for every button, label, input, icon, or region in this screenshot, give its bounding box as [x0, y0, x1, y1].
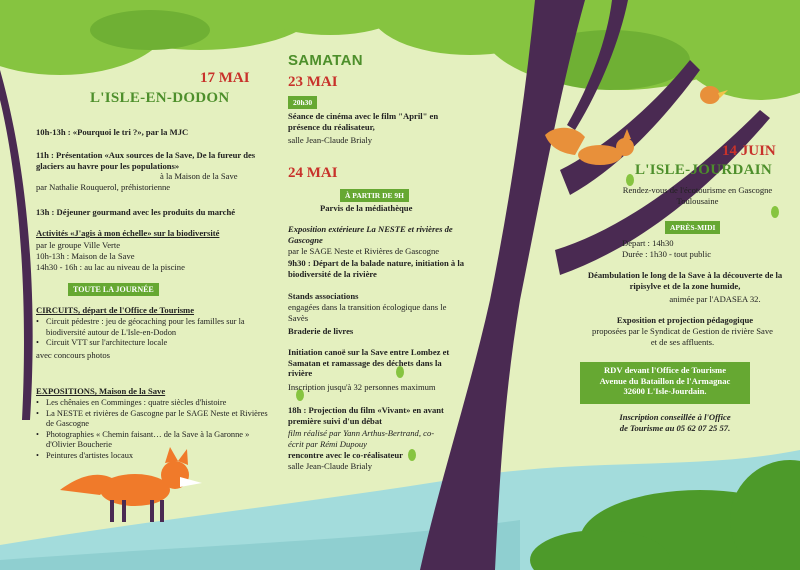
right-date: 14 JUIN [722, 143, 776, 159]
list-item: • Peintures d'artistes locaux [36, 451, 271, 462]
left-event-4-line2: 10h-13h : Maison de la Save [36, 251, 135, 261]
list-item: • Circuit pédestre : jeu de géocaching pour les familles sur la biodiversité autour de L'Isle-en-Dodon [36, 317, 271, 338]
rdv-box [580, 362, 750, 404]
canoe-note: Inscription jusqu'à 32 personnes maximum [288, 382, 436, 392]
inscription: Inscription conseillée à l'Office de Tourisme au 05 62 07 25 57. [619, 412, 731, 433]
rdv-line-3: 32600 L'Isle-Jourdain. [623, 386, 707, 397]
right-expo: Exposition et projection pédagogique [616, 315, 754, 325]
middle-date-1: 23 MAI [288, 74, 338, 90]
right-duree: Durée : 1h30 - tout public [622, 249, 712, 259]
list-item: • Photographies « Chemin faisant… de la Save à la Garonne » d'Olivier Boucherie [36, 430, 271, 451]
left-event-4-line1: par le groupe Ville Verte [36, 240, 121, 250]
right-deambulation: Déambulation le long de la Save à la découverte de la ripisylve et de la zone humide, [587, 270, 783, 291]
right-town: L'ISLE-JOURDAIN [635, 162, 773, 178]
stands-title: Stands associations [288, 291, 359, 301]
left-trunk [0, 70, 33, 420]
balade: 9h30 : Départ de la balade nature, initiation à la biodiversité de la rivière [288, 258, 465, 279]
film-1: Séance de cinéma avec le film "April" en présence du réalisateur, [288, 111, 439, 132]
middle-date-2: 24 MAI [288, 165, 338, 181]
braderie: Braderie de livres [288, 326, 354, 336]
circuits-list [36, 317, 271, 349]
rdv-line-1: RDV devant l'Office de Tourisme [603, 365, 727, 375]
expo-outdoor-rest: par le SAGE Neste et Rivières de Gascogne [288, 246, 440, 256]
canoe: Initiation canoë sur la Save entre Lombez et Samatan et ramassage des déchets dans la rivière [288, 347, 450, 379]
right-expo-rest: proposées par le Syndicat de Gestion de rivière Save et de ses affluents. [592, 326, 773, 347]
left-event-3: 13h : Déjeuner gourmand avec les produits du marché [36, 207, 236, 217]
circuits-tail: avec concours photos [36, 350, 110, 360]
left-event-2-place: à la Maison de la Save [160, 171, 238, 181]
left-event-2-speaker: par Nathalie Rouquerol, préhistorienne [36, 182, 171, 192]
badge-all-day: TOUTE LA JOURNÉE [68, 283, 159, 296]
left-event-1: 10h-13h : «Pourquoi le tri ?», par la MJC [36, 127, 189, 137]
film-2-meet: rencontre avec le co-réalisateur [288, 450, 403, 460]
middle-town: SAMATAN [288, 52, 363, 69]
left-event-4-title: Activités «J'agis à mon échelle» sur la biodiversité [36, 228, 220, 238]
right-rdv: Rendez-vous de l'écotourisme en Gascogne Toulousaine [622, 185, 773, 206]
film-2-credit: film réalisé par Yann Arthus-Bertrand, co-écrit par Rémi Dupouy [288, 428, 435, 449]
list-item: • La NESTE et rivières de Gascogne par le SAGE Neste et Rivières de Gascogne [36, 409, 271, 430]
badge-2030: 20h30 [288, 96, 317, 109]
left-event-4-line3: 14h30 - 16h : au lac au niveau de la piscine [36, 262, 185, 272]
film-2-place: salle Jean-Claude Brialy [288, 461, 372, 471]
parvis: Parvis de la médiathèque [320, 203, 413, 213]
right-deambulation-by: animée par l'ADASEA 32. [669, 294, 761, 304]
badge-afternoon: APRÈS-MIDI [665, 221, 720, 234]
stands-rest: engagées dans la transition écologique dans le Savès [288, 302, 447, 323]
circuits-title: CIRCUITS, départ de l'Office de Tourisme [36, 305, 195, 315]
right-depart: Départ : 14h30 [622, 238, 674, 248]
film-2: 18h : Projection du film «Vivant» en avant première suivi d'un débat [288, 405, 444, 426]
expo-outdoor-title: Exposition extérieure La NESTE et rivières de Gascogne [288, 224, 453, 245]
left-event-2-title: 11h : Présentation «Aux sources de la Save, De la fureur des glaciers au havre pour les populations» [36, 150, 256, 171]
rdv-line-2: Avenue du Bataillon de l'Armagnac [599, 375, 731, 386]
film-1-place: salle Jean-Claude Brialy [288, 135, 372, 145]
left-town: L'ISLE-EN-DODON [90, 90, 230, 106]
expos-title: EXPOSITIONS, Maison de la Save [36, 386, 166, 396]
left-date: 17 MAI [200, 70, 250, 86]
list-item: • Circuit VTT sur l'architecture locale [36, 338, 271, 349]
list-item: • Les chênaies en Comminges : quatre siècles d'histoire [36, 398, 271, 409]
expos-list [36, 398, 271, 461]
badge-from-9h: À PARTIR DE 9H [340, 189, 409, 202]
